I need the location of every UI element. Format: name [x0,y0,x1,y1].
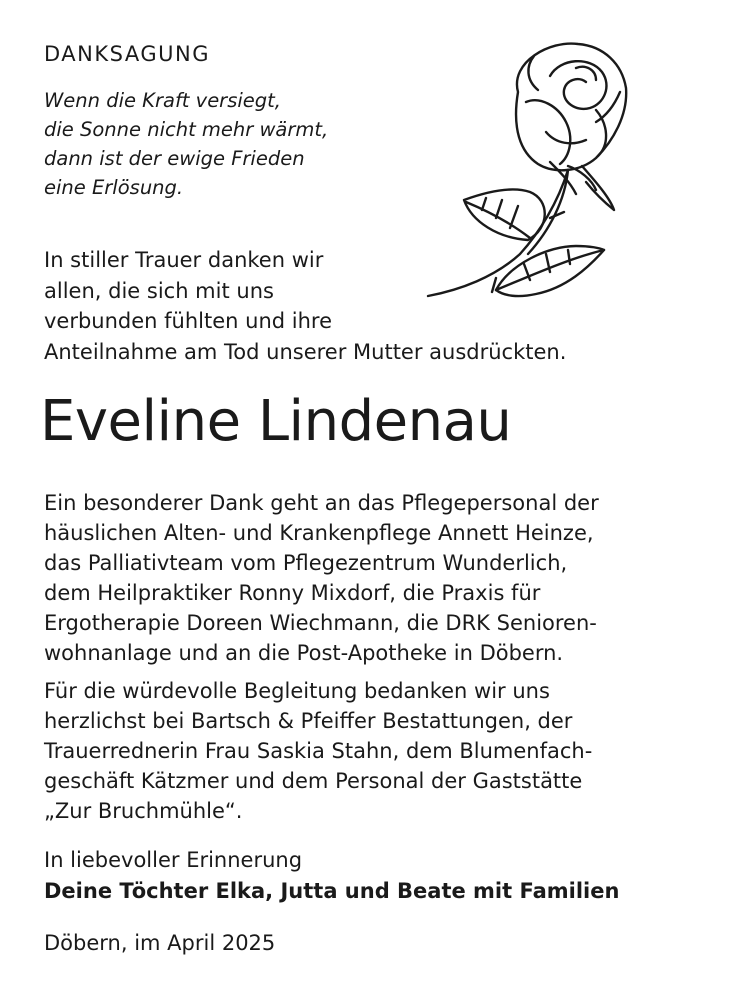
paragraph-line: Für die würdevolle Begleitung bedanken wir uns [44,679,550,703]
poem-line: eine Erlösung. [44,176,184,199]
intro-line: Anteilnahme am Tod unserer Mutter ausdrückten. [44,339,567,364]
thanks-paragraph-funeral [44,676,592,826]
paragraph-line: häuslichen Alten- und Krankenpflege Annett Heinze, [44,521,594,545]
paragraph-line: Trauerrednerin Frau Saskia Stahn, dem Blumenfach- [44,739,593,763]
place-date: Döbern, im April 2025 [44,931,276,955]
paragraph-line: geschäft Kätzmer und dem Personal der Gaststätte [44,769,583,793]
poem [44,86,328,202]
signature: Deine Töchter Elka, Jutta und Beate mit Familien [44,879,620,903]
paragraph-line: Ein besonderer Dank geht an das Pflegepersonal der [44,491,599,515]
deceased-name: Eveline Lindenau [40,389,512,454]
intro-line: In stiller Trauer danken wir [44,248,324,272]
poem-line: die Sonne nicht mehr wärmt, [44,118,329,141]
paragraph-line: wohnanlage und an die Post-Apotheke in Döbern. [44,641,564,665]
paragraph-line: herzlichst bei Bartsch & Pfeiffer Bestattungen, der [44,709,573,733]
poem-line: Wenn die Kraft versiegt, [44,89,281,112]
thanks-intro [44,245,566,367]
closing-block [44,845,619,907]
thanks-paragraph-care [44,488,599,668]
notice-heading: DANKSAGUNG [44,42,210,66]
poem-line: dann ist der ewige Frieden [44,147,305,170]
paragraph-line: Ergotherapie Doreen Wiechmann, die DRK Senioren- [44,611,597,635]
paragraph-line: das Palliativteam vom Pflegezentrum Wunderlich, [44,551,568,575]
paragraph-line: „Zur Bruchmühle“. [44,799,243,823]
closing-line: In liebevoller Erinnerung [44,848,303,872]
intro-line: allen, die sich mit uns [44,278,274,303]
paragraph-line: dem Heilpraktiker Ronny Mixdorf, die Praxis für [44,581,541,605]
intro-line: verbunden fühlten und ihre [44,309,333,333]
